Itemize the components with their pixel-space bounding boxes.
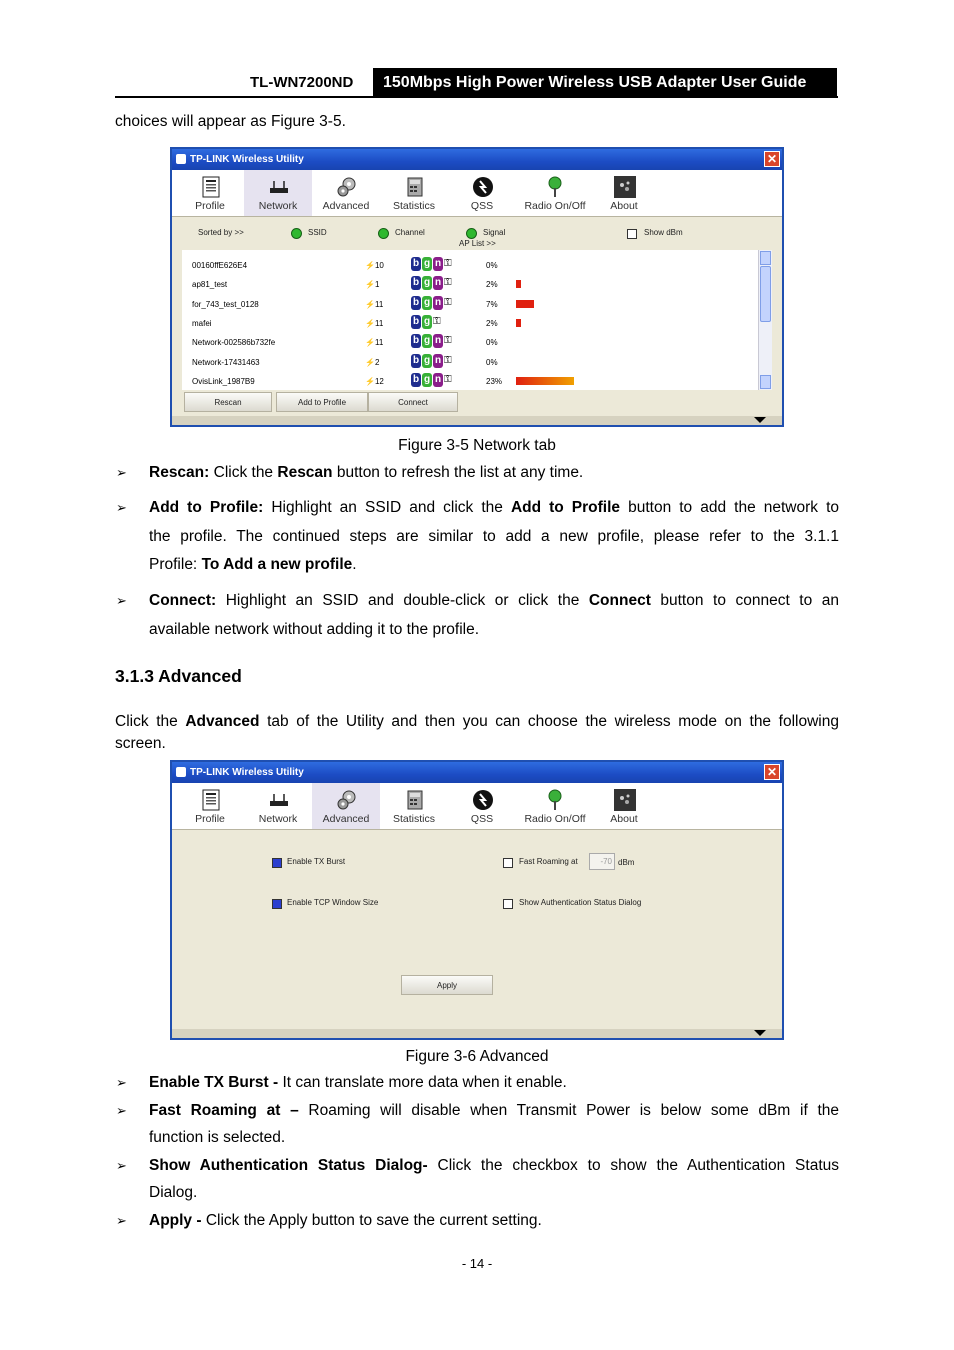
- show-auth-dialog-label: Show Authentication Status Dialog: [519, 898, 642, 907]
- ap-signal-percent: 2%: [486, 318, 498, 328]
- router-icon: [268, 789, 290, 811]
- ap-signal-percent: 0%: [486, 261, 498, 270]
- ap-list-scrollbar[interactable]: [758, 250, 772, 390]
- header-model: TL-WN7200ND: [250, 74, 354, 91]
- enable-tx-burst-checkbox[interactable]: [272, 858, 282, 868]
- mode-g-badge: g: [423, 335, 431, 347]
- ap-list-row[interactable]: [182, 314, 758, 333]
- bullet-enable-tx-burst: ➢ Enable TX Burst - It can translate more data when it enable.: [149, 1069, 839, 1098]
- router-icon: [268, 176, 290, 198]
- utility-window-advanced: [170, 760, 784, 1040]
- bullet-connect: ➢ Connect: Highlight an SSID and double-click or click the Connect button to connect to an available network without adding it to the profile.: [149, 587, 839, 644]
- security-icon: ⚿: [444, 277, 452, 289]
- calculator-icon: [404, 176, 426, 198]
- channel-icon: ⚡: [365, 318, 375, 328]
- bullet-arrow-icon: ➢: [116, 1075, 127, 1090]
- tplink-logo-icon: [176, 767, 186, 777]
- ap-channel: ⚡11: [365, 318, 384, 328]
- security-icon: ⚿: [444, 258, 452, 269]
- ap-list-row[interactable]: [182, 275, 758, 294]
- bullet-add-to-profile: ➢ Add to Profile: Highlight an SSID and click the Add to Profile button to add the network to the profile. The continued steps are similar to add a new profile, please refer to the 3.1.1 Profile: To Add a new profile.: [149, 494, 839, 580]
- channel-icon: ⚡: [365, 299, 375, 309]
- dbm-unit-label: dBm: [618, 858, 635, 867]
- ap-list-row[interactable]: [182, 295, 758, 314]
- tab-radio[interactable]: Radio On/Off: [516, 783, 594, 829]
- mode-n-badge: n: [434, 258, 442, 269]
- bullet-show-auth: ➢ Show Authentication Status Dialog- Click the checkbox to show the Authentication Status Dialog.: [149, 1152, 839, 1206]
- header-guide-title: 150Mbps High Power Wireless USB Adapter User Guide: [373, 68, 837, 97]
- about-icon: [614, 789, 636, 811]
- calculator-icon: [404, 789, 426, 811]
- gears-icon: [336, 176, 358, 198]
- apply-button[interactable]: Apply: [401, 975, 493, 995]
- ap-list-label[interactable]: AP List >>: [459, 239, 496, 248]
- bullet-arrow-icon: ➢: [116, 1158, 127, 1173]
- sort-signal-label: Signal: [483, 228, 506, 237]
- ap-channel: ⚡11: [365, 338, 384, 348]
- enable-tcp-window-label: Enable TCP Window Size: [287, 898, 379, 907]
- scroll-thumb[interactable]: [760, 266, 771, 322]
- ap-modes: [411, 257, 452, 271]
- mode-b-badge: b: [412, 335, 420, 347]
- bullet-fast-roaming: ➢ Fast Roaming at – Roaming will disable when Transmit Power is below some dBm if the function is selected.: [149, 1097, 839, 1151]
- security-icon: ⚿: [444, 373, 452, 385]
- mode-g-badge: g: [423, 277, 431, 289]
- tab-advanced[interactable]: Advanced: [312, 170, 380, 216]
- close-button[interactable]: ✕: [764, 151, 780, 167]
- ap-modes: [411, 373, 452, 387]
- bottom-bar: [172, 1029, 782, 1038]
- sorted-by-label: Sorted by >>: [198, 228, 244, 237]
- rescan-button[interactable]: Rescan: [184, 392, 272, 412]
- channel-icon: ⚡: [365, 357, 375, 367]
- mode-b-badge: b: [412, 296, 420, 308]
- expand-arrow-icon[interactable]: [754, 417, 766, 423]
- advanced-panel: [172, 830, 782, 1038]
- bullet-arrow-icon: ➢: [116, 593, 127, 608]
- section-heading: 3.1.3 Advanced: [115, 666, 242, 686]
- security-icon: ⚿: [444, 335, 452, 347]
- tab-statistics[interactable]: Statistics: [380, 170, 448, 216]
- profile-icon: [200, 789, 222, 811]
- title-bar: [172, 149, 782, 170]
- toolbar: [172, 783, 782, 830]
- mode-g-badge: g: [423, 258, 431, 269]
- sort-ssid-label: SSID: [308, 228, 327, 237]
- sort-signal-radio[interactable]: [466, 228, 477, 239]
- window-title: TP-LINK Wireless Utility: [190, 154, 304, 165]
- tab-network[interactable]: Network: [244, 170, 312, 216]
- ap-modes: [411, 354, 452, 368]
- mode-b-badge: b: [412, 373, 420, 385]
- channel-icon: ⚡: [365, 280, 375, 290]
- tab-qss[interactable]: QSS: [448, 170, 516, 216]
- mode-g-badge: g: [423, 315, 431, 327]
- security-icon: ⚿: [444, 296, 452, 308]
- ap-ssid: Network-17431463: [192, 357, 260, 367]
- tab-radio[interactable]: Radio On/Off: [516, 170, 594, 216]
- ap-channel: ⚡2: [365, 357, 380, 367]
- mode-n-badge: n: [434, 373, 442, 385]
- gears-icon: [336, 789, 358, 811]
- expand-arrow-icon[interactable]: [754, 1030, 766, 1036]
- tab-advanced[interactable]: Advanced: [312, 783, 380, 829]
- ap-signal-bar: [516, 319, 521, 327]
- ap-list-row[interactable]: [182, 256, 758, 275]
- toolbar: [172, 170, 782, 217]
- qss-icon: [472, 789, 494, 811]
- ap-list-row[interactable]: [182, 333, 758, 352]
- tab-network[interactable]: Network: [244, 783, 312, 829]
- mode-g-badge: g: [423, 296, 431, 308]
- mode-n-badge: n: [434, 296, 442, 308]
- sort-channel-radio[interactable]: [378, 228, 389, 239]
- ap-list-row[interactable]: [182, 372, 758, 391]
- mode-n-badge: n: [434, 354, 442, 366]
- scroll-up-button[interactable]: [760, 251, 771, 265]
- channel-icon: ⚡: [365, 376, 375, 386]
- network-panel: [172, 217, 782, 425]
- utility-window-network: [170, 147, 784, 427]
- ap-modes: [411, 334, 452, 348]
- ap-channel: ⚡1: [365, 280, 380, 290]
- ap-ssid: OvisLink_1987B9: [192, 376, 255, 386]
- add-to-profile-button[interactable]: Add to Profile: [276, 392, 368, 412]
- connect-button[interactable]: Connect: [368, 392, 458, 412]
- ap-signal-percent: 0%: [486, 338, 498, 348]
- advanced-intro: Click the Advanced tab of the Utility and then you can choose the wireless mode on the following screen.: [115, 713, 839, 752]
- bullet-arrow-icon: ➢: [116, 500, 127, 515]
- ap-list: [182, 250, 758, 390]
- security-icon: ⚿: [433, 315, 441, 327]
- fast-roaming-label: Fast Roaming at: [519, 857, 578, 866]
- ap-ssid: mafei: [192, 318, 212, 328]
- header-rule: [115, 96, 838, 98]
- security-icon: ⚿: [444, 354, 452, 366]
- title-bar: [172, 762, 782, 783]
- ap-channel: ⚡11: [365, 299, 384, 309]
- ap-signal-percent: 0%: [486, 357, 498, 367]
- ap-signal-bar: [516, 377, 574, 385]
- radio-icon: [544, 176, 566, 198]
- show-dbm-label: Show dBm: [644, 228, 683, 237]
- mode-b-badge: b: [412, 315, 420, 327]
- channel-icon: ⚡: [365, 261, 375, 270]
- ap-ssid: Network-002586b732fe: [192, 338, 276, 348]
- bullet-rescan: ➢ Rescan: Click the Rescan button to refresh the list at any time.: [149, 459, 839, 488]
- close-button[interactable]: ✕: [764, 764, 780, 780]
- tab-about[interactable]: About: [590, 170, 658, 216]
- mode-n-badge: n: [434, 277, 442, 289]
- bullet-arrow-icon: ➢: [116, 1213, 127, 1228]
- mode-b-badge: b: [412, 258, 420, 269]
- figure-3-5-caption: Figure 3-5 Network tab: [398, 437, 556, 454]
- ap-channel: ⚡10: [365, 261, 384, 270]
- bullet-apply: ➢ Apply - Click the Apply button to save the current setting.: [149, 1207, 839, 1236]
- ap-modes: [411, 315, 441, 329]
- scroll-down-button[interactable]: [760, 375, 771, 389]
- ap-ssid: for_743_test_0128: [192, 299, 259, 309]
- show-auth-dialog-checkbox[interactable]: [503, 899, 513, 909]
- ap-modes: [411, 276, 452, 290]
- enable-tx-burst-label: Enable TX Burst: [287, 857, 346, 866]
- sort-ssid-radio[interactable]: [291, 228, 302, 239]
- ap-signal-percent: 23%: [486, 376, 503, 386]
- tab-profile[interactable]: Profile: [176, 170, 244, 216]
- tab-about[interactable]: About: [590, 783, 658, 829]
- about-icon: [614, 176, 636, 198]
- mode-g-badge: g: [423, 373, 431, 385]
- tab-profile[interactable]: Profile: [176, 783, 244, 829]
- bullet-arrow-icon: ➢: [116, 1103, 127, 1118]
- ap-list-row[interactable]: [182, 353, 758, 372]
- tab-qss[interactable]: QSS: [448, 783, 516, 829]
- figure-3-6-caption: Figure 3-6 Advanced: [405, 1048, 549, 1065]
- mode-g-badge: g: [423, 354, 431, 366]
- tab-statistics[interactable]: Statistics: [380, 783, 448, 829]
- profile-icon: [200, 176, 222, 198]
- ap-ssid: ap81_test: [192, 280, 228, 290]
- ap-ssid: 00160ffE626E4: [192, 261, 248, 270]
- fast-roaming-checkbox[interactable]: [503, 858, 513, 868]
- mode-b-badge: b: [412, 354, 420, 366]
- bottom-bar: [172, 416, 782, 425]
- qss-icon: [472, 176, 494, 198]
- ap-channel: ⚡12: [365, 376, 384, 386]
- intro-text: choices will appear as Figure 3-5.: [115, 113, 346, 130]
- window-title: TP-LINK Wireless Utility: [190, 767, 304, 778]
- sort-channel-label: Channel: [395, 228, 425, 237]
- enable-tcp-window-checkbox[interactable]: [272, 899, 282, 909]
- channel-icon: ⚡: [365, 338, 375, 348]
- ap-signal-percent: 2%: [486, 280, 498, 290]
- page-number: - 14 -: [461, 1256, 493, 1271]
- ap-modes: [411, 296, 452, 310]
- sort-bar: [182, 221, 772, 248]
- ap-signal-percent: 7%: [486, 299, 498, 309]
- tplink-logo-icon: [176, 154, 186, 164]
- mode-n-badge: n: [434, 335, 442, 347]
- radio-icon: [544, 789, 566, 811]
- ap-signal-bar: [516, 300, 534, 308]
- roaming-dbm-input[interactable]: -70: [589, 853, 615, 870]
- mode-b-badge: b: [412, 277, 420, 289]
- show-dbm-checkbox[interactable]: [627, 229, 637, 239]
- bullet-arrow-icon: ➢: [116, 465, 127, 480]
- ap-signal-bar: [516, 280, 521, 288]
